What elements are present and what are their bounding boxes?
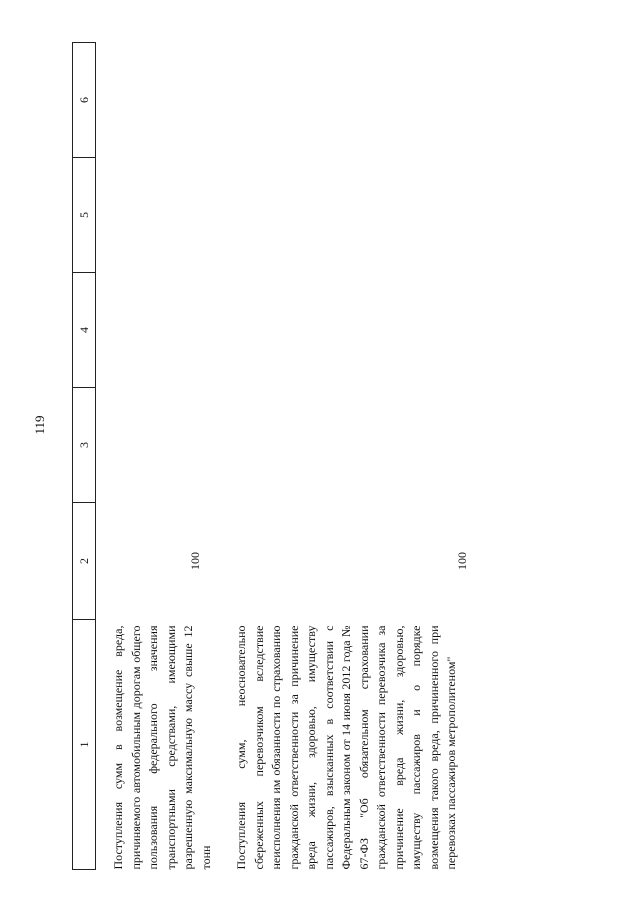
row-value-col3	[215, 388, 470, 503]
row-value-col3	[96, 388, 216, 503]
row-description: Поступления сумм в возмещение вреда, причиняемого автомобильным дорогам общего пользования федерального значения транспортными средствами, имеющими разрешенную максимальную массу свыше 12 тонн	[111, 625, 213, 870]
column-header-4: 4	[73, 273, 96, 388]
table-row	[215, 43, 470, 870]
row-value-col2: 100	[455, 552, 469, 570]
header-row	[73, 43, 96, 870]
row-description: Поступления сумм, неосновательно сбереженных перевозчиком вследствие неисполнения им обязанности по страхованию гражданской ответственности за причинение вреда жизни, здоровью, имуществу пассажиров, взысканных в соответствии с Федеральным законом от 14 июня 2012 года № 67-ФЗ "Об обязательном страховании гражданской ответственности перевозчика за причинение вреда жизни, здоровью, имуществу пассажиров и о порядке возмещения такого вреда, причиненного при перевозках пассажиров метрополитеном"	[234, 625, 458, 870]
column-header-6: 6	[73, 43, 96, 158]
column-header-2: 2	[73, 503, 96, 620]
table-row	[96, 43, 216, 870]
row-value-col5	[215, 158, 470, 273]
revenue-table	[72, 42, 470, 870]
row-value-col5	[96, 158, 216, 273]
row-value-col6	[96, 43, 216, 158]
row-value-col6	[215, 43, 470, 158]
row-value-col4	[215, 273, 470, 388]
column-header-1: 1	[73, 620, 96, 870]
row-value-col2: 100	[188, 552, 202, 570]
page-number: 119	[32, 415, 47, 435]
column-header-5: 5	[73, 158, 96, 273]
row-value-col4	[96, 273, 216, 388]
column-header-3: 3	[73, 388, 96, 503]
